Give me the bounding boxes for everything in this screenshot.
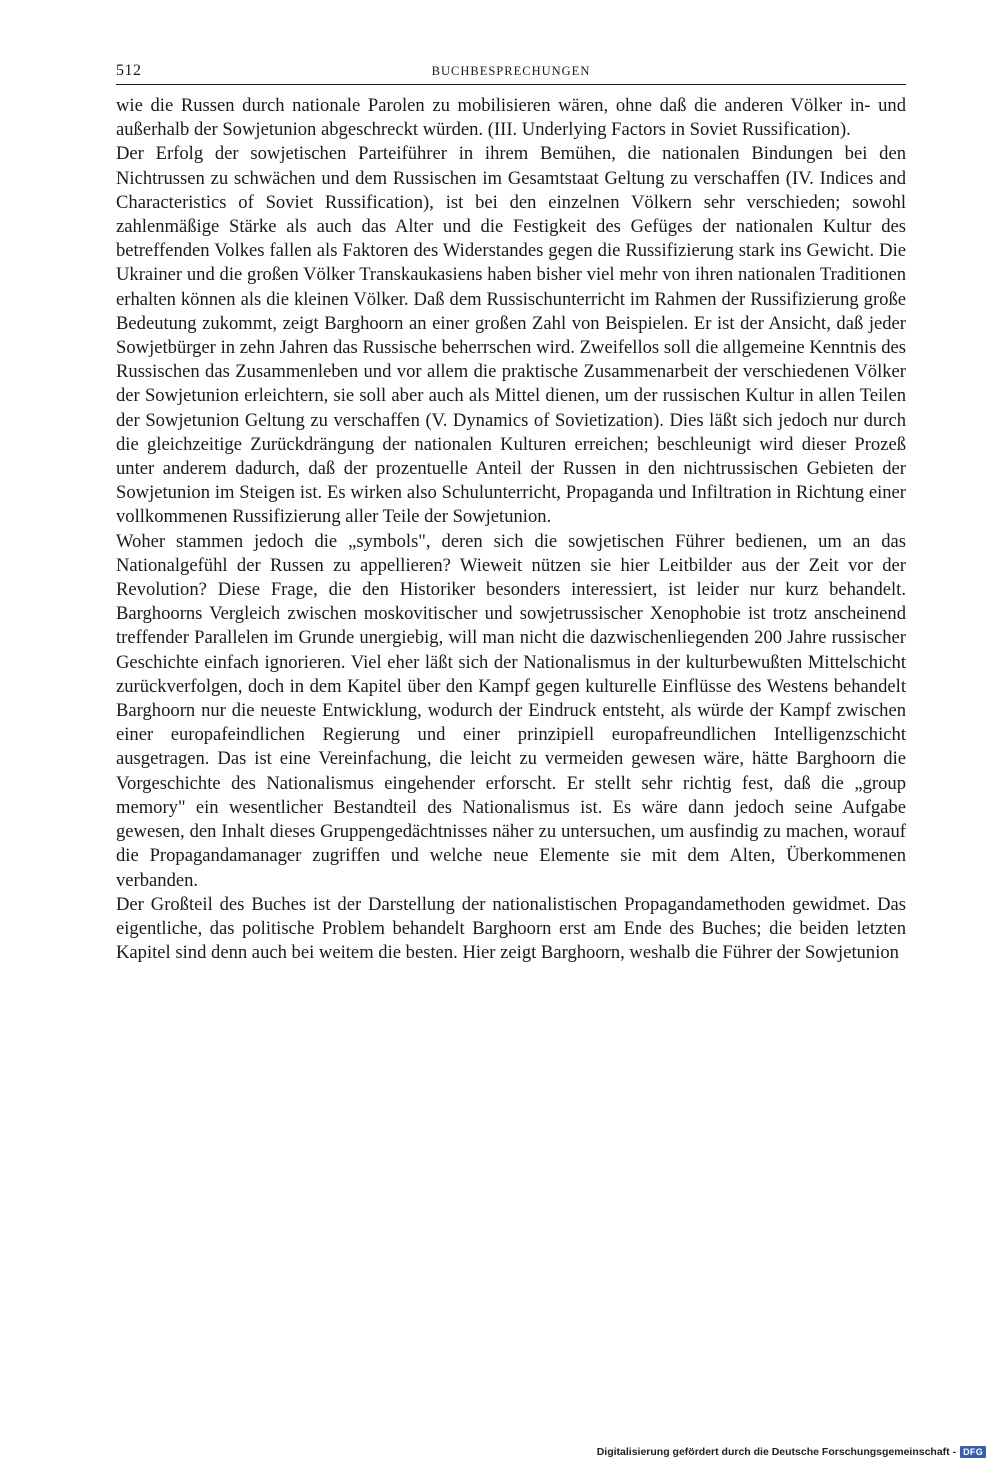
paragraph: Der Erfolg der sowjetischen Parteiführer in ihrem Bemühen, die nationalen Bindungen bei den Nichtrussen zu schwächen und dem Russischen im Gesamtstaat Geltung zu verschaffen (IV. Indices and Characteristics of Soviet Russification), ist bei den einzelnen Völkern sehr verschieden; sowohl zahlenmäßige Stärke als auch das Alter und die Festigkeit des Gefüges der nationalen Kultur des betreffenden Volkes fallen als Faktoren des Widerstandes gegen die Russifizierung stark ins Gewicht. Die Ukrainer und die großen Völker Transkaukasiens haben bisher viel mehr von ihren nationalen Traditionen erhalten können als die kleinen Völker. Daß dem Russischunterricht im Rahmen der Russifizierung große Bedeutung zukommt, zeigt Barghoorn an einer großen Zahl von Beispielen. Er ist der Ansicht, daß jeder Sowjetbürger in zehn Jahren das Russische beherrschen wird. Zweifellos soll die allgemeine Kenntnis des Russischen das Zusammenleben und vor allem die praktische Zusammenarbeit der verschiedenen Völker der Sowjetunion erleichtern, sie soll aber auch als Mittel dienen, um der russischen Kultur in allen Teilen der Sowjetunion Geltung zu verschaffen (V. Dynamics of Sovietization). Dies läßt sich jedoch nur durch die gleichzeitige Zurückdrängung der nationalen Kulturen erreichen; beschleunigt wird dieser Prozeß unter anderem dadurch, daß der prozentuelle Anteil der Russen in den nichtrussischen Gebieten der Sowjetunion im Steigen ist. Es wirken also Schulunterricht, Propaganda und Infiltration in Richtung einer vollkommenen Russifizierung aller Teile der Sowjetunion. — [116, 143, 906, 528]
digitization-credit — [597, 1446, 986, 1458]
credit-text: Digitalisierung gefördert durch die Deutsche Forschungsgemeinschaft - — [596, 1446, 957, 1458]
page-number: 512 — [116, 62, 142, 79]
article-body — [116, 94, 906, 965]
paragraph: Woher stammen jedoch die „symbols", deren sich die sowjetischen Führer bedienen, um an das Nationalgefühl der Russen zu appellieren? Wieweit nützen sie hier Leitbilder aus der Zeit vor der Revolution? Diese Frage, die den Historiker besonders interessiert, ist leider nur kurz behandelt. Barghoorns Vergleich zwischen moskovitischer und sowjetrussischer Xenophobie ist trotz anscheinend treffender Parallelen im Grunde unergiebig, will man nicht die dazwischenliegenden 200 Jahre russischer Geschichte einfach ignorieren. Viel eher läßt sich der Nationalismus in der kulturbewußten Mittelschicht zurückverfolgen, doch in dem Kapitel über den Kampf gegen kulturelle Einflüsse des Westens behandelt Barghoorn nur die neueste Entwicklung, wodurch der Eindruck entsteht, als würde der Kampf zwischen einer europafeindlichen Regierung und einer prinzipiell europafreundlichen Intelligenzschicht ausgetragen. Das ist eine Vereinfachung, die leicht zu vermeiden gewesen wäre, hätte Barghoorn die Vorgeschichte des Nationalismus eingehender erforscht. Er stellt sehr richtig fest, daß die „group memory" ein wesentlicher Bestandteil des Nationalismus ist. Es wäre dann jedoch seine Aufgabe gewesen, den Inhalt dieses Gruppengedächtnisses näher zu untersuchen, um ausfindig zu machen, worauf die Propagandamanager zugriffen und welche neue Elemente sie mit dem Alten, Überkommenen verbanden. — [116, 530, 906, 891]
paragraph: Der Großteil des Buches ist der Darstellung der nationalistischen Propagandamethoden gewidmet. Das eigentliche, das politische Problem behandelt Barghoorn erst am Ende des Buches; die beiden letzten Kapitel sind denn auch bei weitem die besten. Hier zeigt Barghoorn, weshalb die Führer der Sowjetunion — [116, 893, 906, 964]
paragraph: wie die Russen durch nationale Parolen zu mobilisieren wären, ohne daß die anderen Völker in- und außerhalb der Sowjetunion abgeschreckt würden. (III. Underlying Factors in Soviet Russification). — [116, 95, 906, 141]
running-head: BUCHBESPRECHUNGEN — [431, 64, 591, 78]
dfg-logo: DFG — [960, 1446, 986, 1458]
page-header — [116, 62, 906, 85]
